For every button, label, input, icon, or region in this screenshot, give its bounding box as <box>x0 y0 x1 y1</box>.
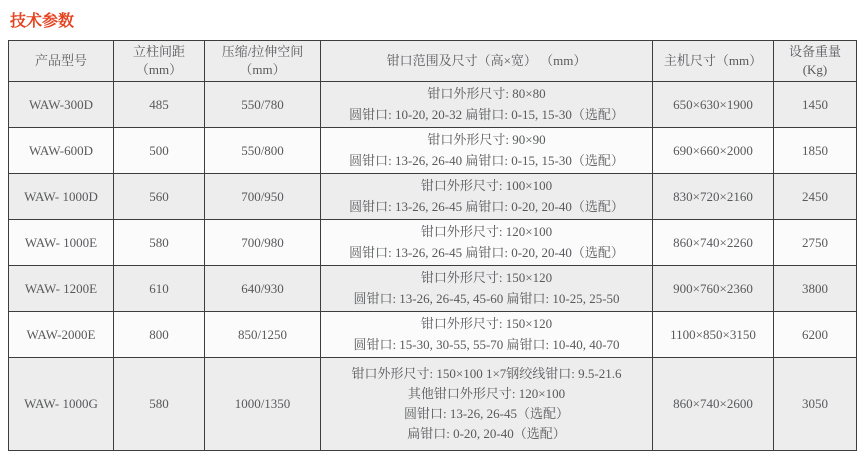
jaw-range-cell <box>321 174 653 220</box>
table-row <box>9 266 857 312</box>
column-header-label: 设备重量 <box>788 44 841 60</box>
column-spacing-cell: 580 <box>114 220 205 266</box>
jaw-line: 圆钳口: 15-30, 30-55, 55-70 扁钳口: 10-40, 40-70 <box>353 336 620 352</box>
machine-size-cell: 650×630×1900 <box>653 82 774 128</box>
jaw-line: 圆钳口: 13-26, 26-40 扁钳口: 0-15, 15-30（选配） <box>349 152 624 168</box>
weight-cell: 1450 <box>774 82 857 128</box>
compress-tension-space-cell: 1000/1350 <box>205 358 321 451</box>
jaw-line: 圆钳口: 13-26, 26-45, 45-60 扁钳口: 10-25, 25-50 <box>353 290 620 306</box>
model-cell: WAW-2000E <box>9 312 114 358</box>
model-cell: WAW-300D <box>9 82 114 128</box>
weight-cell: 2450 <box>774 174 857 220</box>
table-row <box>9 220 857 266</box>
model-cell: WAW- 1200E <box>9 266 114 312</box>
column-header-label: 主机尺寸（mm） <box>663 53 763 69</box>
column-spacing-cell: 560 <box>114 174 205 220</box>
weight-cell: 2750 <box>774 220 857 266</box>
weight-cell: 6200 <box>774 312 857 358</box>
table-row <box>9 128 857 174</box>
column-header-sublabel: (Kg) <box>802 62 828 77</box>
column-header-4 <box>321 41 653 82</box>
machine-size-cell: 900×760×2360 <box>653 266 774 312</box>
table-body <box>9 82 857 451</box>
compress-tension-space-cell: 550/800 <box>205 128 321 174</box>
model-cell: WAW- 1000E <box>9 220 114 266</box>
model-cell: WAW- 1000D <box>9 174 114 220</box>
table-row <box>9 174 857 220</box>
jaw-line: 钳口外形尺寸: 150×100 1×7钢绞线钳口: 9.5-21.6 <box>351 365 622 381</box>
compress-tension-space-cell: 700/950 <box>205 174 321 220</box>
machine-size-cell: 830×720×2160 <box>653 174 774 220</box>
jaw-line: 钳口外形尺寸: 90×90 <box>427 132 546 148</box>
page-title: 技术参数 <box>10 13 75 30</box>
table-row <box>9 358 857 451</box>
jaw-range-cell <box>321 312 653 358</box>
compress-tension-space-cell: 850/1250 <box>205 312 321 358</box>
column-header-3 <box>205 41 321 82</box>
column-header-5 <box>653 41 774 82</box>
jaw-line: 圆钳口: 13-26, 26-45（选配） <box>403 406 570 421</box>
jaw-line: 钳口外形尺寸: 150×120 <box>420 270 553 286</box>
model-cell: WAW- 1000G <box>9 358 114 451</box>
column-header-1 <box>9 41 114 82</box>
jaw-range-cell <box>321 358 653 451</box>
table-row <box>9 312 857 358</box>
jaw-line: 钳口外形尺寸: 150×120 <box>420 316 553 332</box>
jaw-range-cell <box>321 220 653 266</box>
table-row <box>9 82 857 128</box>
machine-size-cell: 1100×850×3150 <box>653 312 774 358</box>
compress-tension-space-cell: 550/780 <box>205 82 321 128</box>
jaw-line: 圆钳口: 10-20, 20-32 扁钳口: 0-15, 15-30（选配） <box>349 106 624 122</box>
column-header-sublabel: （mm） <box>239 62 286 77</box>
compress-tension-space-cell: 640/930 <box>205 266 321 312</box>
column-header-label: 产品型号 <box>34 53 87 69</box>
column-spacing-cell: 610 <box>114 266 205 312</box>
jaw-line: 钳口外形尺寸: 80×80 <box>427 86 546 102</box>
jaw-line: 钳口外形尺寸: 100×100 <box>420 178 553 194</box>
column-spacing-cell: 500 <box>114 128 205 174</box>
machine-size-cell: 860×740×2260 <box>653 220 774 266</box>
table-header <box>9 41 857 82</box>
machine-size-cell: 690×660×2000 <box>653 128 774 174</box>
jaw-range-cell <box>321 266 653 312</box>
column-header-2 <box>114 41 205 82</box>
column-spacing-cell: 800 <box>114 312 205 358</box>
weight-cell: 3800 <box>774 266 857 312</box>
column-header-label: 压缩/拉伸空间 <box>221 44 304 60</box>
jaw-line: 钳口外形尺寸: 120×100 <box>420 224 553 240</box>
model-cell: WAW-600D <box>9 128 114 174</box>
jaw-range-cell <box>321 128 653 174</box>
column-header-label: 钳口范围及尺寸（高×宽） （mm） <box>386 53 587 69</box>
header-row <box>9 41 857 82</box>
machine-size-cell: 860×740×2600 <box>653 358 774 451</box>
column-spacing-cell: 485 <box>114 82 205 128</box>
jaw-line: 圆钳口: 13-26, 26-45 扁钳口: 0-20, 20-40（选配） <box>349 244 624 260</box>
jaw-range-cell <box>321 82 653 128</box>
column-header-sublabel: （mm） <box>135 62 183 77</box>
column-spacing-cell: 580 <box>114 358 205 451</box>
weight-cell: 1850 <box>774 128 857 174</box>
jaw-line: 圆钳口: 13-26, 26-45 扁钳口: 0-20, 20-40（选配） <box>349 198 624 214</box>
column-header-6 <box>774 41 857 82</box>
column-header-label: 立柱间距 <box>132 44 185 60</box>
spec-table <box>8 40 857 451</box>
weight-cell: 3050 <box>774 358 857 451</box>
compress-tension-space-cell: 700/980 <box>205 220 321 266</box>
jaw-line: 其他钳口外形尺寸: 120×100 <box>407 385 566 401</box>
jaw-line: 扁钳口: 0-20, 20-40（选配） <box>407 426 566 442</box>
